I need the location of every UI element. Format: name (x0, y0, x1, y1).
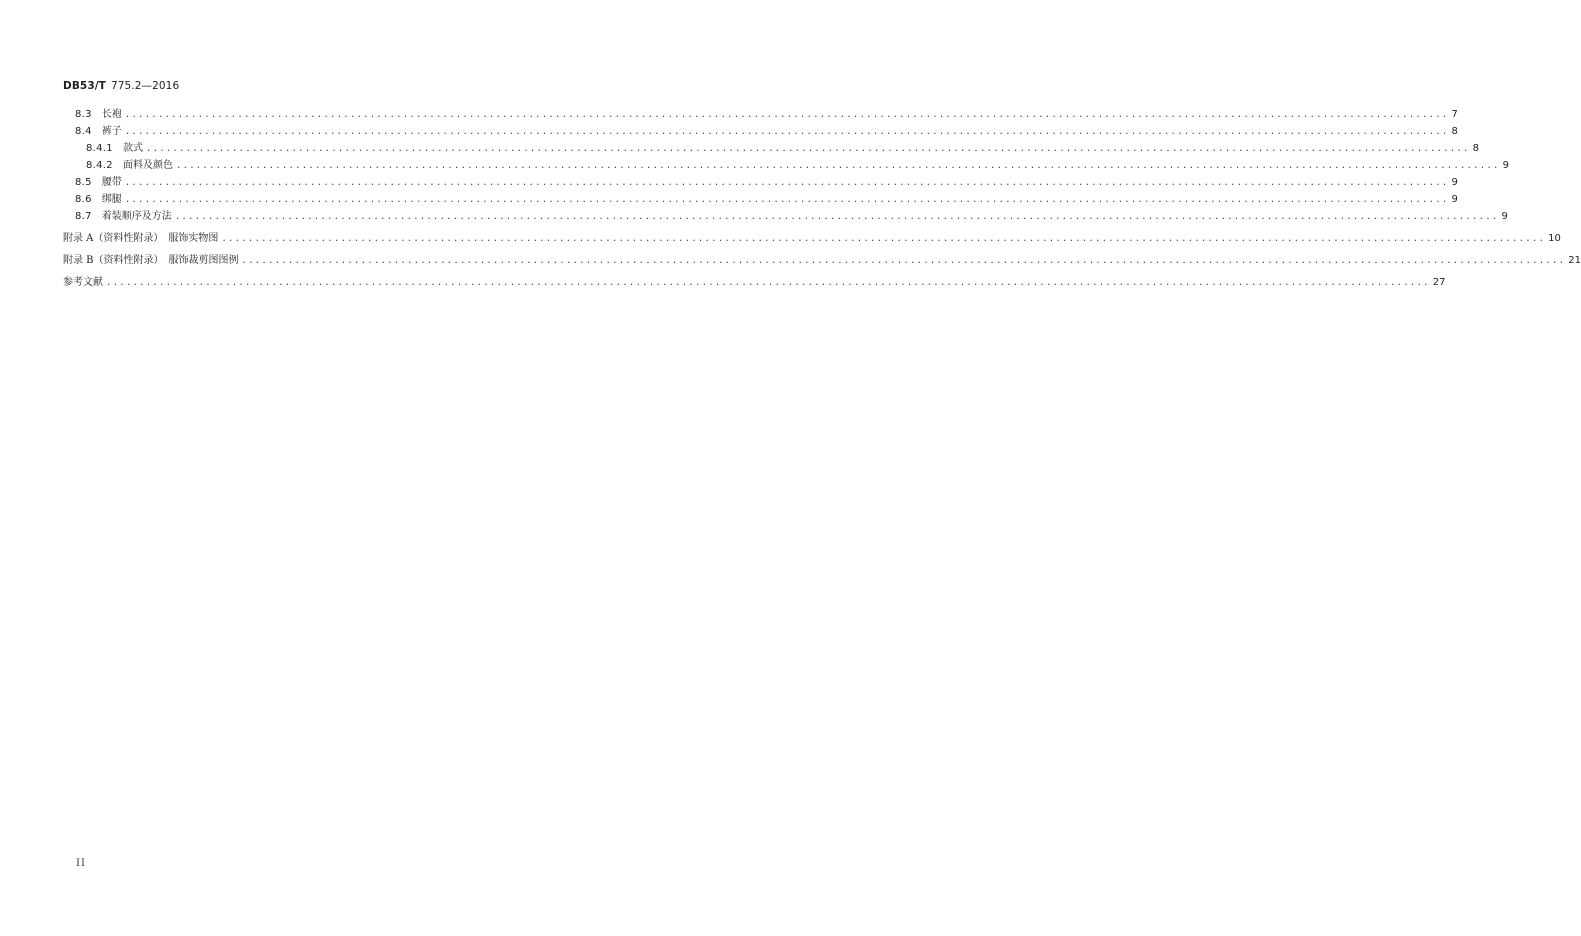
leader-dots: ........................................................................................................................................................................................................ (145, 144, 1470, 154)
toc-entry-page: 9 (1502, 160, 1510, 171)
toc-entry[interactable] (63, 254, 1581, 268)
page-number: II (76, 858, 86, 869)
toc-entry-number: 8.5 (75, 177, 92, 188)
leader-dots: ........................................................................................................................................................................................................ (241, 256, 1566, 266)
toc-entry[interactable] (63, 276, 1446, 290)
toc-entry-title: 裤子 (101, 126, 122, 137)
toc-entry-page: 9 (1451, 194, 1458, 205)
toc-entry-number: 8.3 (75, 109, 92, 120)
toc-entry-page: 9 (1451, 177, 1458, 188)
toc-entry-title: 附录 A（资料性附录） 服饰实物图 (63, 233, 219, 244)
leader-dots: ........................................................................................................................................................................................................ (174, 212, 1499, 222)
toc-entry[interactable] (63, 232, 1561, 246)
toc-entry[interactable] (75, 193, 1458, 207)
leader-dots: ........................................................................................................................................................................................................ (175, 161, 1500, 171)
leader-dots: ........................................................................................................................................................................................................ (124, 178, 1449, 188)
toc-entry[interactable] (86, 142, 1480, 156)
toc-entry-title: 绑腿 (101, 194, 122, 205)
toc-entry[interactable] (75, 125, 1458, 139)
toc-entry-number: 8.4 (75, 126, 92, 137)
toc-entry[interactable] (75, 176, 1458, 190)
toc-entry-title: 着装顺序及方法 (101, 211, 172, 222)
toc-entry[interactable] (86, 159, 1510, 173)
toc-entry-title: 附录 B（资料性附录） 服饰裁剪图图例 (63, 255, 239, 266)
leader-dots: ........................................................................................................................................................................................................ (124, 110, 1449, 120)
standard-code: DB53/T (63, 80, 106, 92)
standard-number: 775.2—2016 (110, 80, 180, 92)
toc-entry-number: 8.4.1 (86, 143, 113, 154)
toc-entry-page: 7 (1451, 109, 1458, 120)
toc-entry[interactable] (75, 108, 1458, 122)
toc-entry-number: 8.4.2 (86, 160, 113, 171)
toc-entry-page: 8 (1472, 143, 1480, 154)
toc-entry[interactable] (75, 210, 1508, 224)
toc-entry-title: 长袍 (101, 109, 122, 120)
toc-entry-title: 腰带 (101, 177, 122, 188)
toc-entry-number: 8.6 (75, 194, 92, 205)
leader-dots: ........................................................................................................................................................................................................ (124, 195, 1449, 205)
leader-dots: ........................................................................................................................................................................................................ (221, 234, 1546, 244)
toc-entry-page: 9 (1501, 211, 1508, 222)
toc-entry-title: 面料及颜色 (122, 160, 173, 171)
toc-entry-page: 21 (1568, 255, 1581, 266)
toc-entry-page: 27 (1432, 277, 1446, 288)
toc-entry-title: 款式 (122, 143, 143, 154)
toc-entry-number: 8.7 (75, 211, 92, 222)
toc-entry-title: 参考文献 (63, 277, 103, 288)
toc-entry-page: 8 (1451, 126, 1458, 137)
leader-dots: ........................................................................................................................................................................................................ (106, 278, 1430, 288)
leader-dots: ........................................................................................................................................................................................................ (124, 127, 1449, 137)
toc-entry-page: 10 (1548, 233, 1561, 244)
